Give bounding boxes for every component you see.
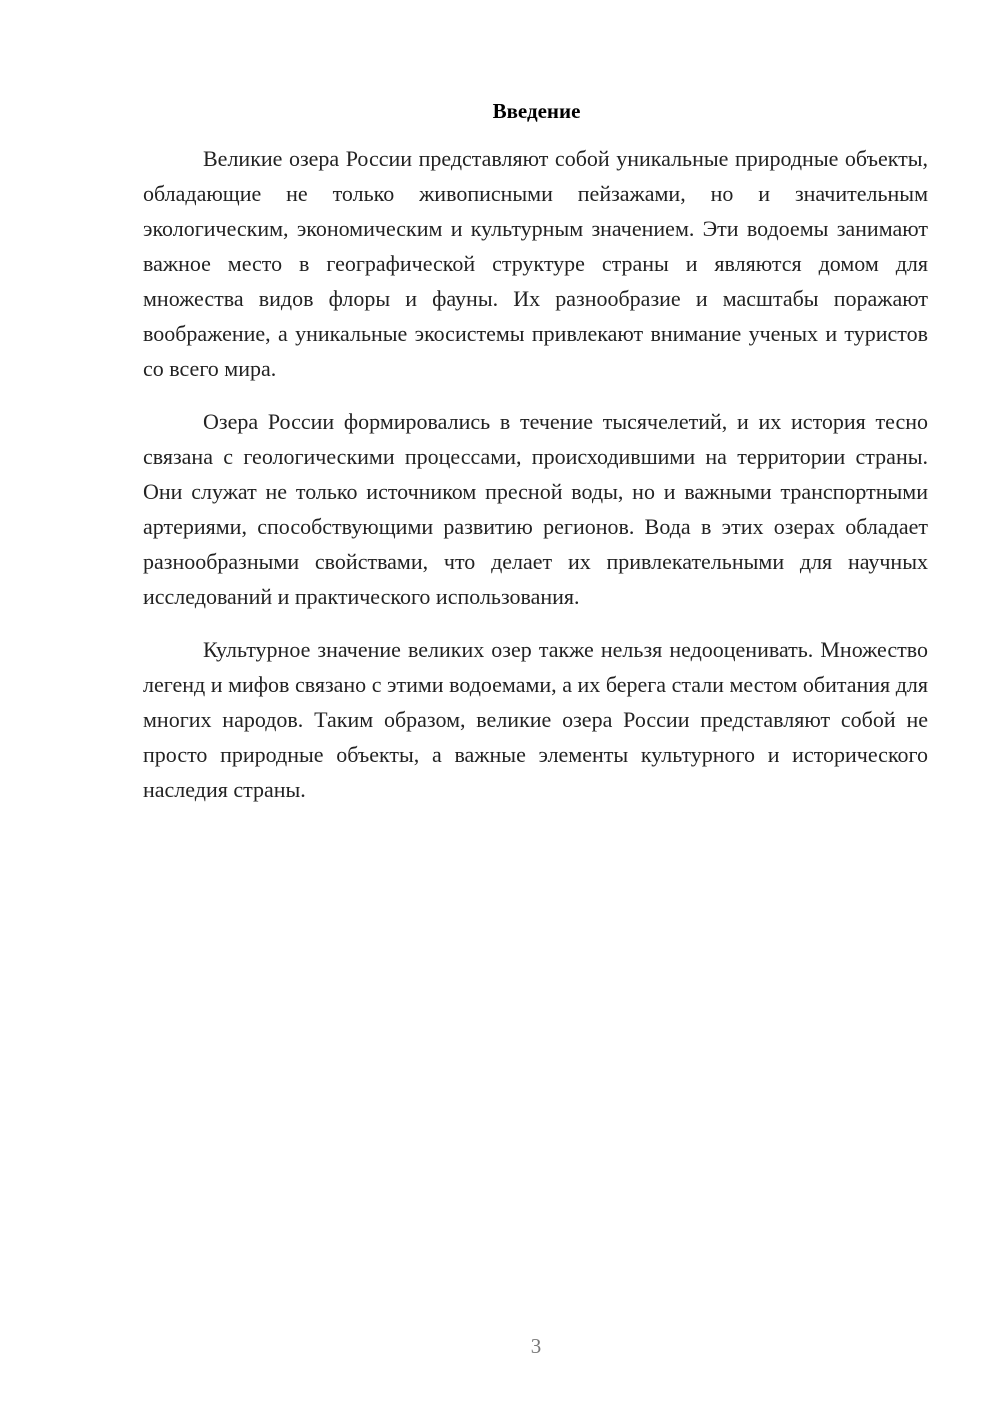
- paragraph-1: Великие озера России представляют собой уникальные природные объекты, обладающие не только живописными пейзажами, но и значительным экологическим, экономическим и культурным значением. Эти водоемы занимают важное место в географической структуре страны и являются домом для множества видов флоры и фауны. Их разнообразие и масштабы поражают воображение, а уникальные экосистемы привлекают внимание ученых и туристов со всего мира.: [143, 146, 928, 381]
- section-title: Введение: [492, 99, 581, 123]
- paragraph-2: Озера России формировались в течение тысячелетий, и их история тесно связана с геологическими процессами, происходившими на территории страны. Они служат не только источником пресной воды, но и важными транспортными артериями, способствующими развитию регионов. Вода в этих озерах обладает разнообразными свойствами, что делает их привлекательными для научных исследований и практического использования.: [143, 409, 928, 609]
- page-number: 3: [530, 1334, 542, 1358]
- page-content: [143, 98, 928, 825]
- paragraph-3: Культурное значение великих озер также нельзя недооценивать. Множество легенд и мифов связано с этими водоемами, а их берега стали местом обитания для многих народов. Таким образом, великие озера России представляют собой не просто природные объекты, а важные элементы культурного и исторического наследия страны.: [143, 637, 928, 802]
